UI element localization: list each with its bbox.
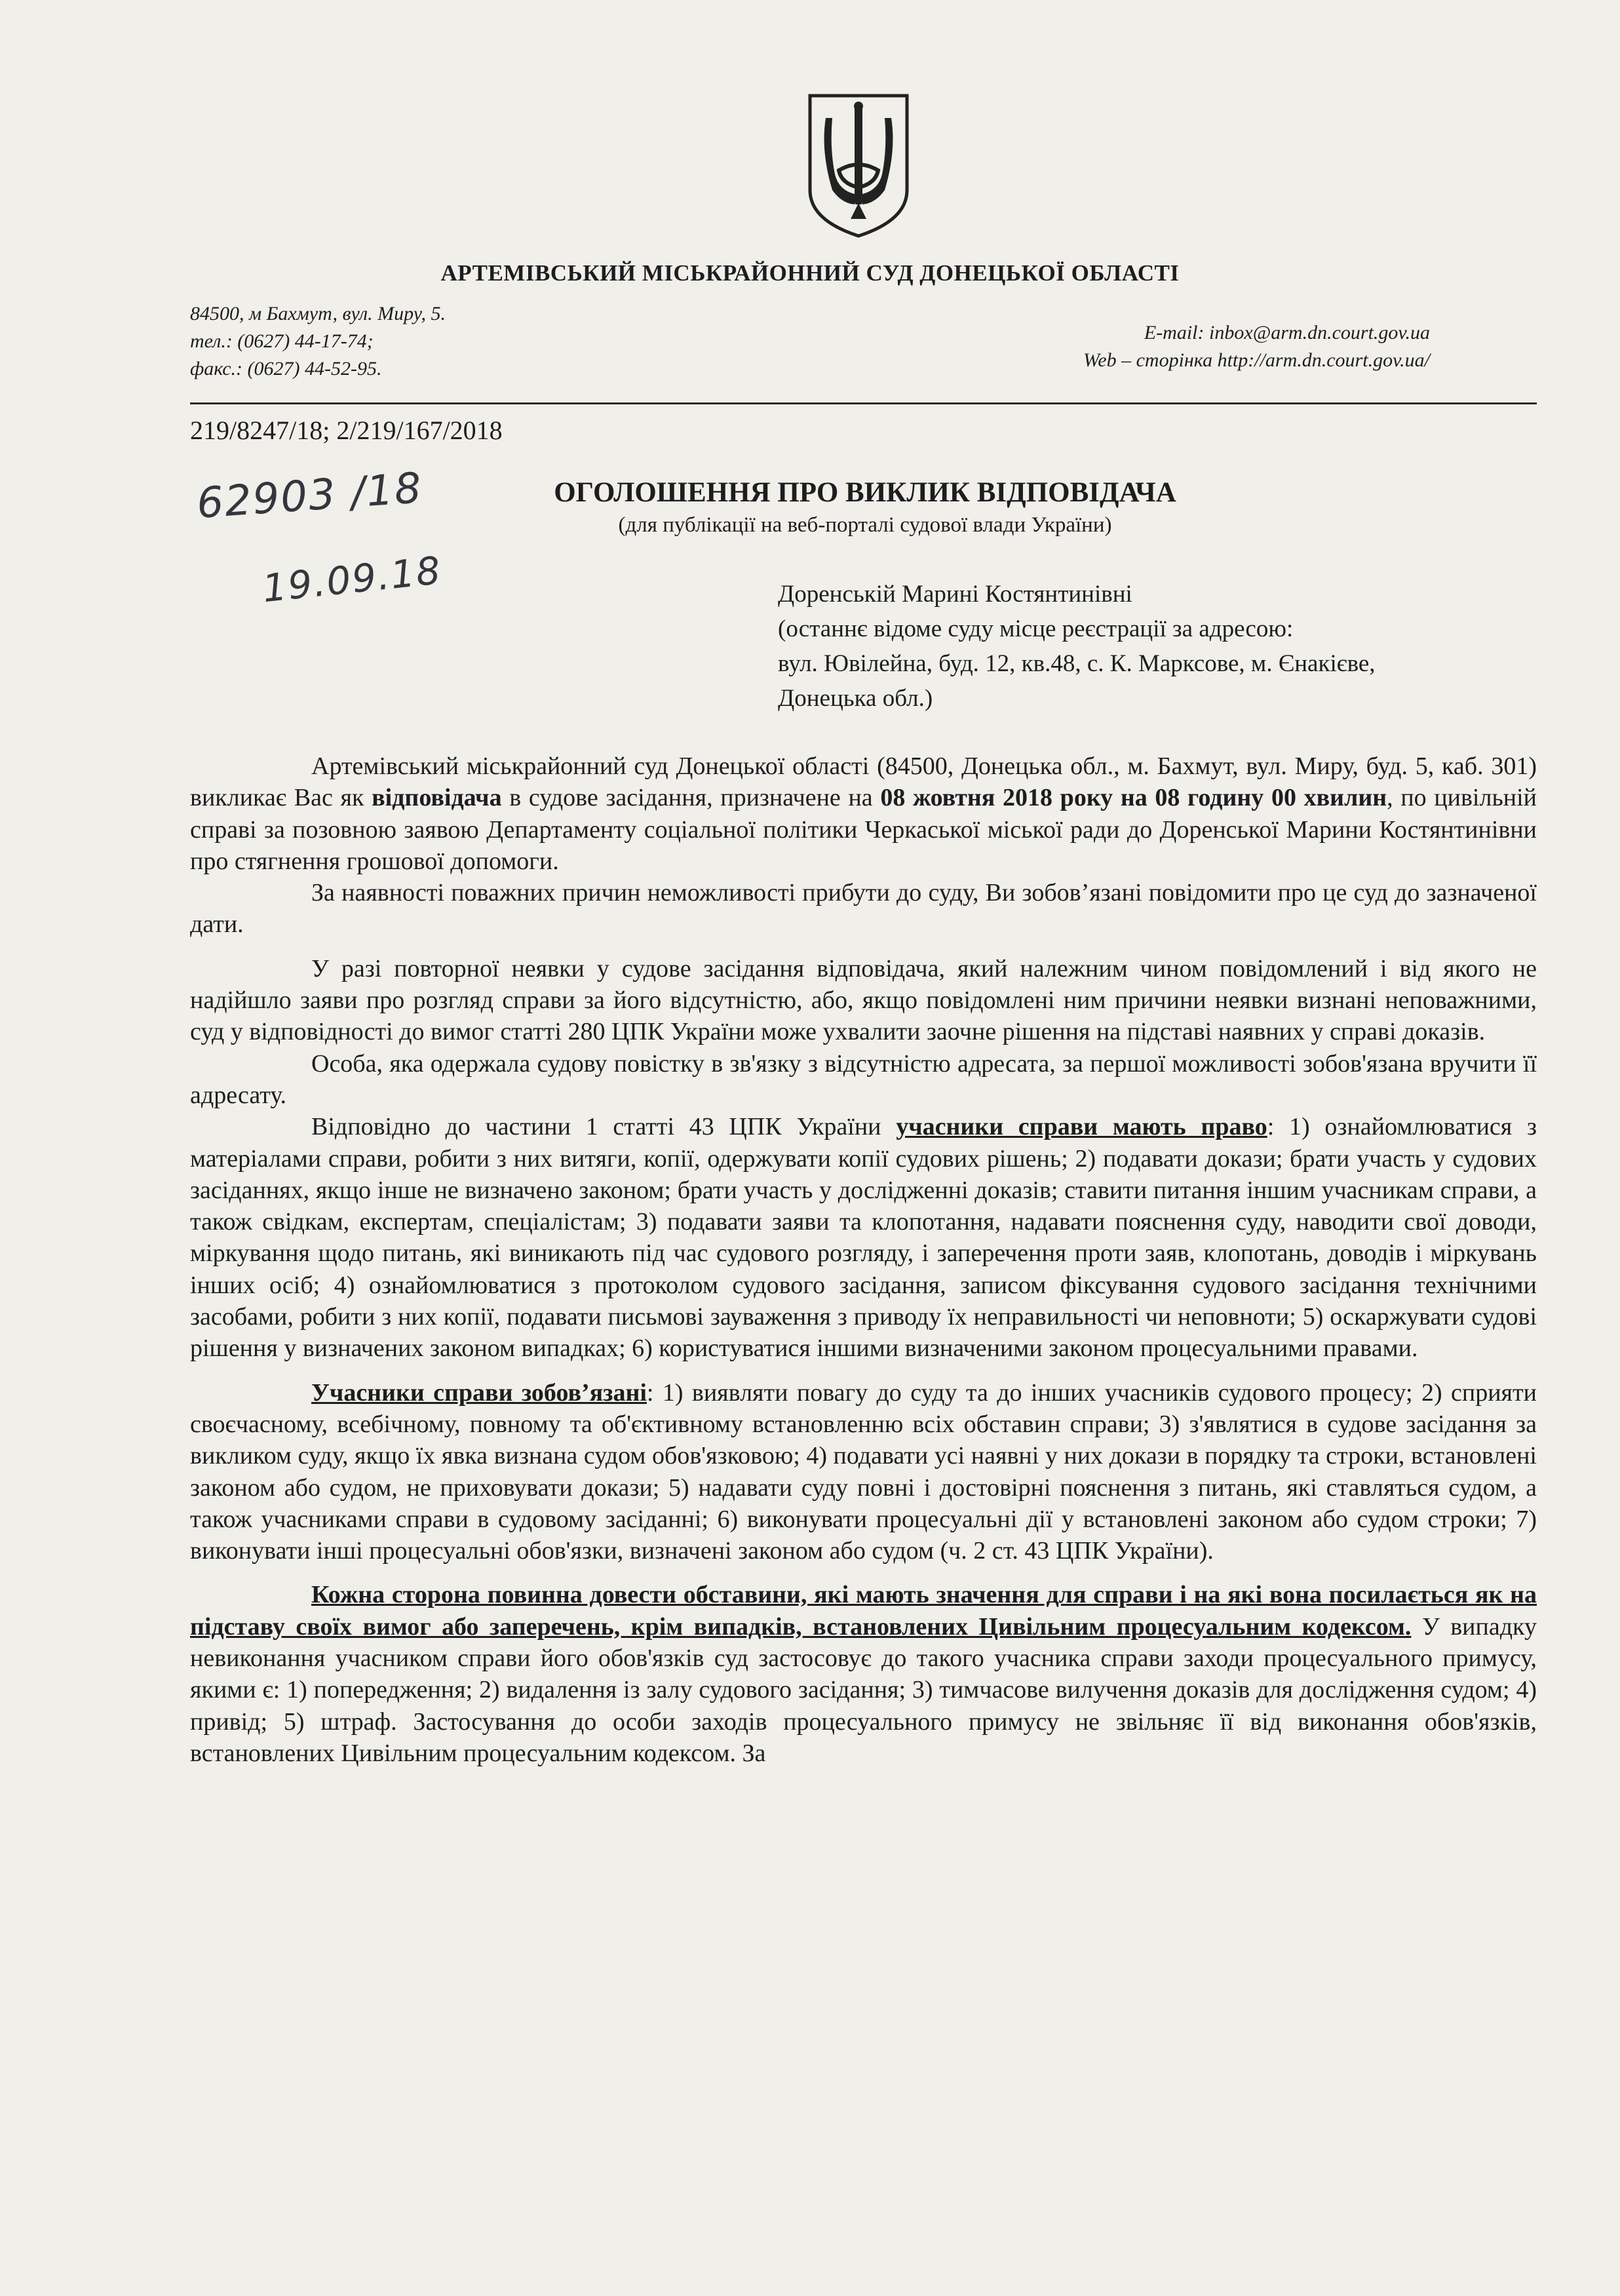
document-subtitle: (для публікації на веб-порталі судової влади України) <box>618 513 1112 537</box>
coat-of-arms-icon <box>806 92 911 239</box>
paragraph-proof <box>190 1579 1537 1769</box>
court-fax: факс.: (0627) 44-52-95. <box>190 358 382 379</box>
text: : 1) виявляти повагу до суду та до інших учасників судового процесу; 2) сприяти своєчасному, всебічному, повному та об'єктивному встановленню всіх обставин справи; 3) з'являтися в судове засідання за викликом суду, якщо їх явка визнана судом обов'язковою; 4) подавати усі наявні у них докази в порядку та строки, встановлені законом або судом, не приховувати докази; 5) надавати суду повні і достовірні пояснення з питань, які ставляться судом, а також учасниками справи в судовому засіданні; 6) виконувати процесуальні дії у встановлені законом або судом строки; 7) виконувати інші процесуальні обов'язки, визначені законом або судом (ч. 2 ст. 43 ЦПК України). <box>190 1378 1537 1565</box>
text-bold: відповідача <box>372 784 502 812</box>
addressee-address-line: Донецька обл.) <box>778 685 933 712</box>
court-email: E-mail: inbox@arm.dn.court.gov.ua <box>1144 322 1430 343</box>
paragraph-rights <box>190 1111 1537 1364</box>
court-address: 84500, м Бахмут, вул. Миру, 5. <box>190 303 446 324</box>
addressee-block <box>778 577 1538 716</box>
text: Відповідно до частини 1 статті 43 ЦПК України <box>311 1113 897 1141</box>
paragraph-notify: За наявності поважних причин неможливості прибути до суду, Ви зобов’язані повідомити про це суд до зазначеної дати. <box>190 879 1537 939</box>
text: Артемівський міськрайонний суд Донецької області (84500, Донецька обл., м. Бахмут, вул. Миру, буд. 5, каб. 301) викликає Вас як <box>190 752 1537 812</box>
court-contacts-right <box>1083 319 1430 374</box>
text: в судове засідання, призначене на <box>501 784 881 812</box>
court-website: Web – сторінка http://arm.dn.court.gov.ua/ <box>1083 349 1430 371</box>
text: У випадку невиконання учасником справи його обов'язків суд застосовує до такого учасника справи заходи процесуального примусу, якими є: 1) попередження; 2) видалення із залу судового засідання; 3) тимчасове вилучення доказів для дослідження судом; 4) привід; 5) штраф. Застосування до особи заходів процесуального примусу не звільняє її від виконання обов'язків, встановлених Цивільним процесуальним кодексом. За <box>190 1612 1537 1767</box>
document-title: ОГОЛОШЕННЯ ПРО ВИКЛИК ВІДПОВІДАЧА <box>554 477 1176 508</box>
court-contacts-left <box>190 300 446 383</box>
text-bold-underlined: учасники справи мають право <box>896 1113 1267 1141</box>
paragraph-summons <box>190 750 1537 877</box>
court-name: АРТЕМІВСЬКИЙ МІСЬКРАЙОННИЙ СУД ДОНЕЦЬКОЇ ОБЛАСТІ <box>440 260 1180 286</box>
handwritten-registration-number: 62903 /18 <box>195 464 425 528</box>
paragraph-absence: У разі повторної неявки у судове засідання відповідача, який належним чином повідомлений і від якого не надійшло заяви про розгляд справи за його відсутністю, або, якщо повідомлені ним причини неявки визнані неповажними, суд у відповідності до вимог статті 280 ЦПК України може ухвалити заочне рішення на підставі наявних у справі доказів. <box>190 954 1537 1046</box>
addressee-name: Доренській Марині Костянтинівні <box>778 581 1132 608</box>
text: , по цивільній справі за позовною заявою Департаменту соціальної політики Черкаської міської ради до Доренської Марини Костянтинівни про стягнення грошової допомоги. <box>190 784 1537 875</box>
addressee-address-line: (останнє відоме суду місце реєстрації за адресою: <box>778 615 1294 642</box>
text-bold-underlined: Учасники справи зобов’язані <box>311 1378 647 1407</box>
court-phone: тел.: (0627) 44-17-74; <box>190 330 374 352</box>
text-bold-underlined: Кожна сторона повинна довести обставини, які мають значення для справи і на які вона посилається як на підставу своїх вимог або заперечень, крім випадків, встановлених Цивільним процесуальним кодексом. <box>190 1581 1537 1641</box>
handwritten-date: 19.09.18 <box>260 547 444 612</box>
addressee-address-line: вул. Ювілейна, буд. 12, кв.48, с. К. Марксове, м. Єнакієве, <box>778 650 1376 677</box>
paragraph-duties <box>190 1377 1537 1567</box>
text: : 1) ознайомлюватися з матеріалами справи, робити з них витяги, копії, одержувати копії судових рішень; 2) подавати докази; брати участь у судових засіданнях, якщо інше не визначено законом; брати участь у дослідженні доказів; ставити питання іншим учасникам справи, а також свідкам, експертам, спеціалістам; 3) подавати заяви та клопотання, надавати пояснення суду, наводити свої доводи, міркування щодо питань, які виникають під час судового розгляду, і заперечення проти заяв, клопотань, доводів і міркувань інших осіб; 4) ознайомлюватися з протоколом судового засідання, записом фіксування судового засідання технічними засобами, робити з них копії, подавати письмові зауваження з приводу їх неправильності чи неповноти; 5) оскаржувати судові рішення у визначених законом випадках; 6) користуватися іншими визначеними законом процесуальними правами. <box>190 1113 1537 1363</box>
case-number: 219/8247/18; 2/219/167/2018 <box>190 416 503 445</box>
paragraph-delivery: Особа, яка одержала судову повістку в зв'язку з відсутністю адресата, за першої можливості зобов'язана вручити її адресату. <box>190 1049 1537 1109</box>
hearing-date: 08 жовтня 2018 року на 08 годину 00 хвилин <box>880 784 1387 812</box>
notice-body <box>190 750 1537 1769</box>
header-divider <box>190 402 1537 404</box>
